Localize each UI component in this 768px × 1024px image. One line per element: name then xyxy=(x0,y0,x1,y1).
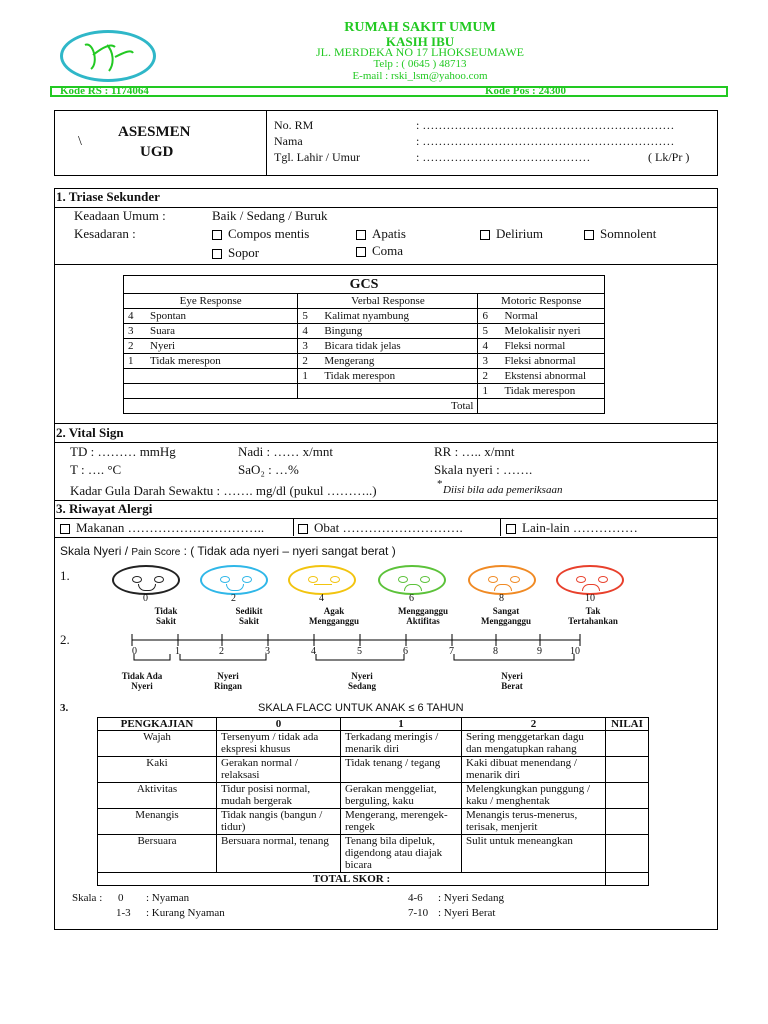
gcs-cell: Melokalisir nyeri xyxy=(500,324,604,339)
triase-heading: 1. Triase Sekunder xyxy=(56,189,160,204)
face-label-4: Agak Mengganggu xyxy=(308,606,359,626)
flacc-title: SKALA FLACC UNTUK ANAK ≤ 6 TAHUN xyxy=(258,702,464,714)
gcs-cell: 2 xyxy=(478,369,501,384)
skala-desc-3: : Nyeri Berat xyxy=(438,907,496,919)
skala-range-3: 7-10 xyxy=(408,907,429,919)
pain-title-b: Pain Score xyxy=(131,547,181,558)
pain-title xyxy=(60,544,396,558)
scale-tick-6: 6 xyxy=(403,646,408,657)
field-gender[interactable]: ( Lk/Pr ) xyxy=(648,150,690,164)
vital-rr[interactable]: RR : ….. x/mnt xyxy=(434,444,515,459)
flacc-cell: Aktivitas xyxy=(98,783,217,809)
option-apatis[interactable]: Apatis xyxy=(356,226,406,242)
gcs-cell: 3 xyxy=(124,324,147,339)
vital-heading: 2. Vital Sign xyxy=(56,425,124,440)
table-row xyxy=(98,757,649,783)
face-icon-0 xyxy=(112,565,180,595)
hospital-email: E-mail : rski_lsm@yahoo.com xyxy=(352,70,488,82)
gcs-total-value[interactable] xyxy=(478,399,605,414)
flacc-cell: Kaki dibuat menendang / menarik diri xyxy=(462,757,606,783)
vital-td[interactable]: TD : ……… mmHg xyxy=(70,444,176,459)
pain-title-a: Skala Nyeri / xyxy=(60,544,132,558)
vital-divider xyxy=(54,442,718,443)
flacc-nilai-cell[interactable] xyxy=(606,783,649,809)
flacc-cell: Gerakan menggeliat, berguling, kaku xyxy=(341,783,462,809)
table-row xyxy=(98,783,649,809)
gcs-cell: 3 xyxy=(478,354,501,369)
gcs-cell xyxy=(298,384,321,399)
gcs-header-motoric: Motoric Response xyxy=(478,294,605,309)
flacc-cell: Tersenyum / tidak ada ekspresi khusus xyxy=(217,731,341,757)
flacc-table xyxy=(97,717,649,886)
face-eye xyxy=(330,576,340,583)
gcs-cell: 4 xyxy=(478,339,501,354)
option-sopor[interactable]: Sopor xyxy=(212,245,259,261)
alergi-lain[interactable]: Lain-lain …………… xyxy=(506,520,638,536)
face-icon-10 xyxy=(556,565,624,595)
scale-tick-0: 0 xyxy=(132,646,137,657)
face-eye xyxy=(242,576,252,583)
face-eye xyxy=(398,576,408,583)
table-row xyxy=(124,309,605,324)
hospital-phone: Telp : ( 0645 ) 48713 xyxy=(373,58,467,70)
gcs-cell: 4 xyxy=(124,309,147,324)
gcs-cell: 5 xyxy=(298,309,321,324)
flacc-total-label: TOTAL SKOR : xyxy=(98,873,606,886)
scale-label-tidak: Tidak Ada Nyeri xyxy=(121,671,163,691)
flacc-nilai-cell[interactable] xyxy=(606,731,649,757)
option-compos-mentis[interactable]: Compos mentis xyxy=(212,226,309,242)
vital-note-mark: * xyxy=(437,478,443,490)
face-eye xyxy=(488,576,498,583)
checkbox[interactable] xyxy=(506,524,516,534)
vital-sao2[interactable]: SaO₂ : …% xyxy=(238,462,299,477)
gcs-cell xyxy=(320,384,478,399)
face-number-4: 4 xyxy=(319,593,324,604)
checkbox[interactable] xyxy=(212,249,222,259)
checkbox[interactable] xyxy=(356,230,366,240)
flacc-cell: Menangis xyxy=(98,809,217,835)
face-eye xyxy=(598,576,608,583)
checkbox[interactable] xyxy=(480,230,490,240)
table-row xyxy=(98,835,649,873)
triase-bottom-divider xyxy=(54,264,718,265)
alergi-obat[interactable]: Obat ………………………. xyxy=(298,520,463,536)
title-asesmen: ASESMEN xyxy=(118,124,191,140)
face-mouth xyxy=(494,584,512,591)
gcs-cell: Bicara tidak jelas xyxy=(320,339,478,354)
alergi-sep-2 xyxy=(500,518,501,536)
flacc-num: 3. xyxy=(60,702,69,714)
alergi-divider xyxy=(54,518,718,519)
skala-range-1: 1-3 xyxy=(116,907,131,919)
face-icon-4 xyxy=(288,565,356,595)
vital-skala-nyeri[interactable]: Skala nyeri : ……. xyxy=(434,462,533,477)
checkbox[interactable] xyxy=(212,230,222,240)
gcs-cell: 3 xyxy=(298,339,321,354)
flacc-cell: Tidak tenang / tegang xyxy=(341,757,462,783)
field-no-rm-value[interactable]: : ……………………………………………………… xyxy=(416,118,675,132)
gcs-cell: Fleksi normal xyxy=(500,339,604,354)
flacc-cell: Kaki xyxy=(98,757,217,783)
face-mouth xyxy=(404,584,422,591)
gcs-cell: Tidak merespon xyxy=(500,384,604,399)
flacc-nilai-cell[interactable] xyxy=(606,757,649,783)
pain-num-1: 1. xyxy=(60,568,70,583)
gcs-cell: Tidak merespon xyxy=(320,369,478,384)
kode-rs: Kode RS : 1174064 xyxy=(60,85,149,97)
checkbox[interactable] xyxy=(584,230,594,240)
kode-pos: Kode Pos : 24300 xyxy=(485,85,566,97)
skala-desc-1: : Kurang Nyaman xyxy=(146,907,225,919)
gcs-cell: 5 xyxy=(478,324,501,339)
alergi-sep-1 xyxy=(293,518,294,536)
field-nama-value[interactable]: : ……………………………………………………… xyxy=(416,134,675,148)
face-eye xyxy=(220,576,230,583)
gcs-cell xyxy=(124,369,147,384)
kesadaran-label: Kesadaran : xyxy=(74,226,136,241)
table-row xyxy=(124,369,605,384)
gcs-cell: 1 xyxy=(298,369,321,384)
flacc-cell: Tidak nangis (bangun / tidur) xyxy=(217,809,341,835)
scale-tick-4: 4 xyxy=(311,646,316,657)
alergi-heading: 3. Riwayat Alergi xyxy=(56,501,153,516)
flacc-header-1: 1 xyxy=(341,718,462,731)
flacc-cell: Gerakan normal / relaksasi xyxy=(217,757,341,783)
flacc-cell: Bersuara normal, tenang xyxy=(217,835,341,873)
scale-label-ringan: Nyeri Ringan xyxy=(213,671,242,691)
skala-range-0: 0 xyxy=(118,892,124,904)
checkbox[interactable] xyxy=(60,524,70,534)
gcs-cell: 4 xyxy=(298,324,321,339)
title-ugd: UGD xyxy=(140,144,174,160)
skala-range-2: 4-6 xyxy=(408,892,423,904)
flacc-total-value[interactable] xyxy=(606,873,649,886)
vital-top-divider xyxy=(54,423,718,424)
header-code-bar xyxy=(50,86,728,97)
skala-desc-2: : Nyeri Sedang xyxy=(438,892,504,904)
scale-tick-5: 5 xyxy=(357,646,362,657)
hospital-name-line1: RUMAH SAKIT UMUM xyxy=(344,20,496,35)
flacc-header-0: 0 xyxy=(217,718,341,731)
flacc-header-pengkajian: PENGKAJIAN xyxy=(98,718,217,731)
flacc-header-nilai: NILAI xyxy=(606,718,649,731)
table-row xyxy=(124,354,605,369)
skala-desc-0: : Nyaman xyxy=(146,892,190,904)
bracket-berat xyxy=(454,654,574,660)
flacc-cell: Tidur posisi normal, mudah bergerak xyxy=(217,783,341,809)
face-eye xyxy=(154,576,164,583)
alergi-makanan[interactable]: Makanan ………………………….. xyxy=(60,520,264,536)
face-label-6: Mengganggu Aktifitas xyxy=(397,606,448,626)
face-mouth xyxy=(138,584,156,591)
vital-kgds[interactable]: Kadar Gula Darah Sewaktu : ……. mg/dl (pukul ………..) xyxy=(70,483,377,498)
gcs-cell xyxy=(146,369,298,384)
keadaan-value[interactable]: Baik / Sedang / Buruk xyxy=(212,208,328,223)
face-eye xyxy=(576,576,586,583)
gcs-header-verbal: Verbal Response xyxy=(298,294,478,309)
table-row xyxy=(124,384,605,399)
hospital-address: JL. MERDEKA NO 17 LHOKSEUMAWE xyxy=(315,45,525,59)
scale-tick-3: 3 xyxy=(265,646,270,657)
scale-label-berat: Nyeri Berat xyxy=(501,671,523,691)
flacc-cell: Sering menggetarkan dagu dan mengatupkan rahang xyxy=(462,731,606,757)
flacc-cell: Melengkungkan punggung / kaku / menghentak xyxy=(462,783,606,809)
pain-title-c: : ( Tidak ada nyeri – nyeri sangat berat ) xyxy=(180,544,396,558)
flacc-cell: Menangis terus-menerus, terisak, menjerit xyxy=(462,809,606,835)
field-nama-label: Nama xyxy=(274,134,303,148)
face-mouth xyxy=(226,584,244,591)
flacc-nilai-cell[interactable] xyxy=(606,835,649,873)
flacc-cell: Wajah xyxy=(98,731,217,757)
face-eye xyxy=(420,576,430,583)
face-mouth xyxy=(582,584,600,591)
bracket-tidak xyxy=(134,654,170,660)
face-icon-6 xyxy=(378,565,446,595)
face-number-2: 2 xyxy=(231,593,236,604)
gcs-cell: 2 xyxy=(298,354,321,369)
checkbox[interactable] xyxy=(356,247,366,257)
title-mark: \ xyxy=(78,134,82,149)
table-row xyxy=(98,809,649,835)
face-label-10: Tak Tertahankan xyxy=(568,606,618,626)
face-label-2: Sedikit Sakit xyxy=(235,606,263,626)
gcs-cell: 2 xyxy=(124,339,147,354)
scale-tick-10: 10 xyxy=(570,646,580,657)
hospital-name-line2: KASIH IBU xyxy=(385,34,455,49)
gcs-title: GCS xyxy=(124,276,605,294)
face-eye xyxy=(510,576,520,583)
flacc-cell: Sulit untuk meneangkan xyxy=(462,835,606,873)
face-number-0: 0 xyxy=(143,593,148,604)
face-number-10: 10 xyxy=(585,593,595,604)
flacc-nilai-cell[interactable] xyxy=(606,809,649,835)
gcs-cell: Mengerang xyxy=(320,354,478,369)
table-row xyxy=(98,731,649,757)
face-icon-2 xyxy=(200,565,268,595)
face-number-8: 8 xyxy=(499,593,504,604)
face-eye xyxy=(132,576,142,583)
checkbox[interactable] xyxy=(298,524,308,534)
face-label-8: Sangat Mengganggu xyxy=(480,606,531,626)
vital-nadi[interactable]: Nadi : …… x/mnt xyxy=(238,444,333,459)
gcs-cell: Normal xyxy=(500,309,604,324)
option-coma[interactable]: Coma xyxy=(356,243,403,259)
keadaan-label: Keadaan Umum : xyxy=(74,208,166,223)
option-somnolent[interactable]: Somnolent xyxy=(584,226,656,242)
gcs-total-label: Total xyxy=(124,399,478,414)
gcs-cell: Kalimat nyambung xyxy=(320,309,478,324)
gcs-cell xyxy=(146,384,298,399)
gcs-cell: Suara xyxy=(146,324,298,339)
field-no-rm-label: No. RM xyxy=(274,118,314,132)
vital-note: Diisi bila ada pemeriksaan xyxy=(443,484,563,496)
scale-tick-1: 1 xyxy=(175,646,180,657)
scale-tick-7: 7 xyxy=(449,646,454,657)
flacc-cell: Terkadang meringis / menarik diri xyxy=(341,731,462,757)
gcs-cell: 1 xyxy=(124,354,147,369)
scale-tick-2: 2 xyxy=(219,646,224,657)
flacc-cell: Tenang bila dipeluk, digendong atau diajak bicara xyxy=(341,835,462,873)
vital-t[interactable]: T : …. °C xyxy=(70,462,122,477)
option-delirium[interactable]: Delirium xyxy=(480,226,543,242)
hospital-logo xyxy=(60,30,156,82)
gcs-header-eye: Eye Response xyxy=(124,294,298,309)
gcs-cell: Fleksi abnormal xyxy=(500,354,604,369)
face-label-0: Tidak Sakit xyxy=(154,606,178,626)
flacc-cell: Mengerang, merengek-rengek xyxy=(341,809,462,835)
table-row xyxy=(124,339,605,354)
gcs-cell: 1 xyxy=(478,384,501,399)
table-row xyxy=(124,324,605,339)
gcs-cell: Bingung xyxy=(320,324,478,339)
face-icon-8 xyxy=(468,565,536,595)
gcs-cell: Tidak merespon xyxy=(146,354,298,369)
alergi-top-divider xyxy=(54,500,718,501)
scale-tick-9: 9 xyxy=(537,646,542,657)
scale-label-sedang: Nyeri Sedang xyxy=(347,671,376,691)
pain-num-2: 2. xyxy=(60,632,70,647)
gcs-cell: Nyeri xyxy=(146,339,298,354)
gcs-cell xyxy=(124,384,147,399)
face-eye xyxy=(308,576,318,583)
alergi-bottom-divider xyxy=(54,537,718,538)
gcs-cell: Ekstensi abnormal xyxy=(500,369,604,384)
gcs-cell: 6 xyxy=(478,309,501,324)
gcs-table xyxy=(123,275,605,414)
flacc-header-2: 2 xyxy=(462,718,606,731)
field-tgl-lahir-label: Tgl. Lahir / Umur xyxy=(274,150,360,164)
scale-tick-8: 8 xyxy=(493,646,498,657)
face-mouth xyxy=(314,584,332,585)
face-number-6: 6 xyxy=(409,593,414,604)
gcs-cell: Spontan xyxy=(146,309,298,324)
field-tgl-lahir-value[interactable]: : …………………………………… xyxy=(416,150,591,164)
flacc-cell: Bersuara xyxy=(98,835,217,873)
title-box-divider xyxy=(266,110,267,176)
skala-label: Skala : xyxy=(72,892,103,904)
